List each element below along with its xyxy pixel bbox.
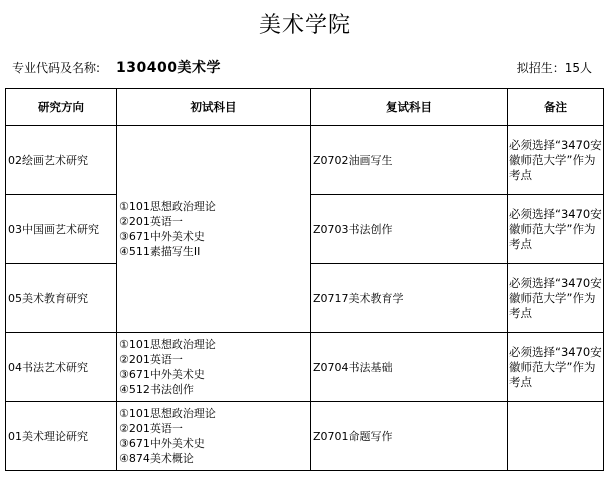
note-cell: 必须选择“3470安徽师范大学”作为考点	[508, 264, 604, 333]
note-cell: 必须选择“3470安徽师范大学”作为考点	[508, 126, 604, 195]
header-direction: 研究方向	[6, 89, 117, 126]
retest-cell: Z0701命题写作	[311, 402, 508, 471]
header-retest: 复试科目	[311, 89, 508, 126]
note-cell: 必须选择“3470安徽师范大学”作为考点	[508, 195, 604, 264]
exam-subject: ④511素描写生II	[119, 245, 201, 258]
retest-cell: Z0703书法创作	[311, 195, 508, 264]
major-info-row	[12, 58, 598, 78]
exam-subject: ④512书法创作	[119, 383, 194, 396]
exam-subject: ②201英语一	[119, 215, 183, 228]
exam-subject: ④874美术概论	[119, 452, 194, 465]
direction-cell: 02绘画艺术研究	[6, 126, 117, 195]
header-initial-exam: 初试科目	[117, 89, 311, 126]
exam-subject: ③671中外美术史	[119, 230, 205, 243]
table-header-row	[6, 89, 604, 126]
table-row	[6, 126, 604, 195]
direction-cell: 01美术理论研究	[6, 402, 117, 471]
exam-subject: ①101思想政治理论	[119, 338, 216, 351]
direction-cell: 03中国画艺术研究	[6, 195, 117, 264]
retest-cell: Z0702油画写生	[311, 126, 508, 195]
exam-cell	[117, 402, 311, 471]
exam-subject: ③671中外美术史	[119, 437, 205, 450]
exam-subject: ③671中外美术史	[119, 368, 205, 381]
enrollment-table	[5, 88, 604, 471]
page-title: 美术学院	[258, 13, 351, 38]
exam-cell	[117, 333, 311, 402]
exam-subject: ①101思想政治理论	[119, 200, 216, 213]
direction-cell: 04书法艺术研究	[6, 333, 117, 402]
exam-subject: ②201英语一	[119, 422, 183, 435]
note-cell: 必须选择“3470安徽师范大学”作为考点	[508, 333, 604, 402]
enrollment-quota: 拟招生：15人	[516, 61, 592, 75]
header-notes: 备注	[508, 89, 604, 126]
retest-cell: Z0717美术教育学	[311, 264, 508, 333]
shared-exam-cell	[117, 126, 311, 333]
direction-cell: 05美术教育研究	[6, 264, 117, 333]
table-row	[6, 333, 604, 402]
major-code-name: 130400美术学	[116, 60, 221, 76]
exam-subject: ①101思想政治理论	[119, 407, 216, 420]
major-label: 专业代码及名称:	[12, 61, 101, 75]
table-row	[6, 402, 604, 471]
note-cell	[508, 402, 604, 471]
retest-cell: Z0704书法基础	[311, 333, 508, 402]
exam-subject: ②201英语一	[119, 353, 183, 366]
